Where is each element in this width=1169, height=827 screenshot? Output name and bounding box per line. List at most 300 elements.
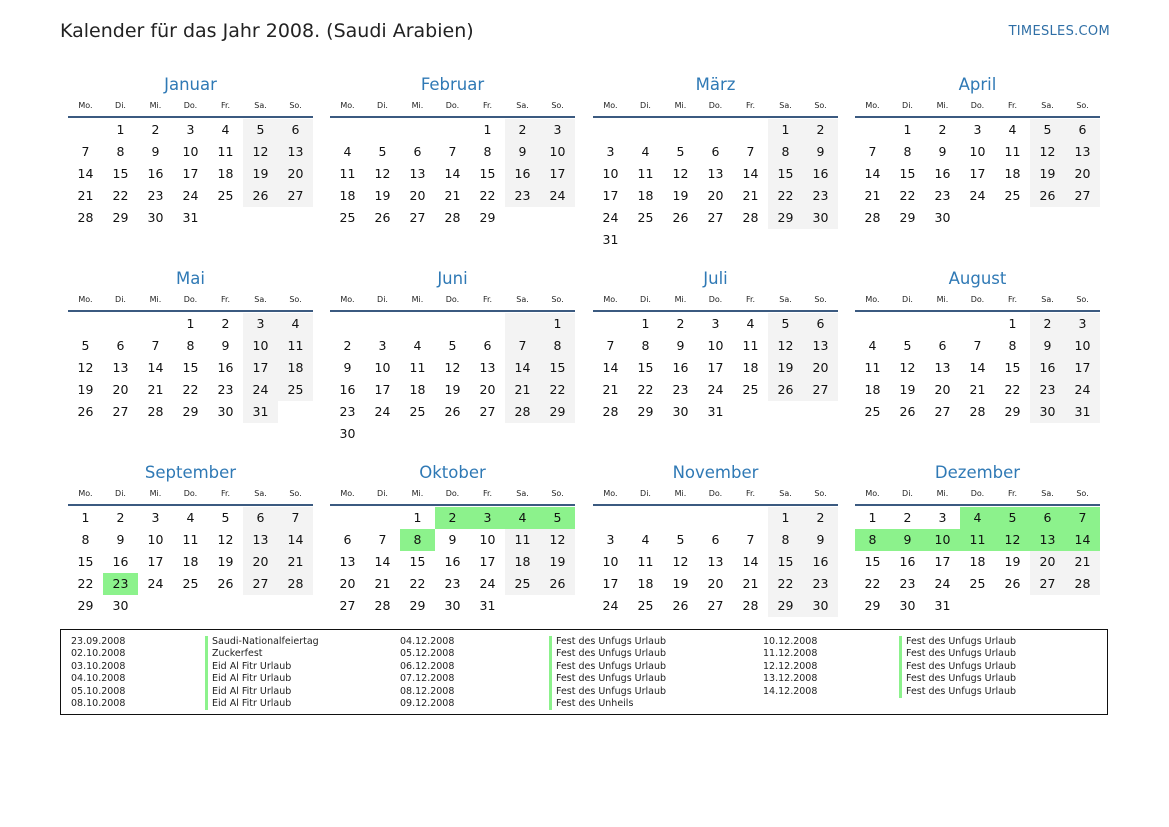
day-cell[interactable]: 13 bbox=[707, 166, 724, 181]
day-cell[interactable]: 31 bbox=[934, 598, 951, 613]
day-cell[interactable]: 12 bbox=[672, 554, 689, 569]
day-cell[interactable]: 29 bbox=[864, 598, 881, 613]
day-cell[interactable]: 14 bbox=[505, 357, 540, 379]
day-cell[interactable]: 21 bbox=[969, 382, 986, 397]
day-cell[interactable]: 3 bbox=[606, 144, 615, 159]
day-cell[interactable]: 19 bbox=[217, 554, 234, 569]
day-cell[interactable]: 22 bbox=[899, 188, 916, 203]
day-cell[interactable]: 25 bbox=[182, 576, 199, 591]
day-cell[interactable]: 10 bbox=[602, 166, 619, 181]
day-cell[interactable]: 15 bbox=[1004, 360, 1021, 375]
day-cell[interactable]: 21 bbox=[505, 379, 540, 401]
day-cell[interactable]: 17 bbox=[1065, 357, 1100, 379]
day-cell[interactable]: 29 bbox=[409, 598, 426, 613]
day-cell[interactable]: 27 bbox=[112, 404, 129, 419]
day-cell[interactable]: 18 bbox=[217, 166, 234, 181]
day-cell[interactable]: 21 bbox=[77, 188, 94, 203]
day-cell[interactable]: 26 bbox=[768, 379, 803, 401]
day-cell[interactable]: 22 bbox=[540, 379, 575, 401]
day-cell[interactable]: 9 bbox=[890, 529, 925, 551]
day-cell[interactable]: 17 bbox=[147, 554, 164, 569]
day-cell[interactable]: 10 bbox=[707, 338, 724, 353]
day-cell[interactable]: 5 bbox=[81, 338, 90, 353]
day-cell[interactable]: 29 bbox=[1004, 404, 1021, 419]
day-cell[interactable]: 2 bbox=[221, 316, 230, 331]
day-cell[interactable]: 31 bbox=[602, 232, 619, 247]
day-cell[interactable]: 15 bbox=[768, 551, 803, 573]
day-cell[interactable]: 5 bbox=[221, 510, 230, 525]
day-cell[interactable]: 29 bbox=[77, 598, 94, 613]
day-cell[interactable]: 27 bbox=[1030, 573, 1065, 595]
day-cell[interactable]: 4 bbox=[641, 532, 650, 547]
day-cell[interactable]: 20 bbox=[707, 188, 724, 203]
day-cell[interactable]: 27 bbox=[934, 404, 951, 419]
day-cell[interactable]: 4 bbox=[960, 507, 995, 529]
day-cell[interactable]: 4 bbox=[343, 144, 352, 159]
day-cell[interactable]: 27 bbox=[479, 404, 496, 419]
day-cell[interactable]: 20 bbox=[278, 163, 313, 185]
day-cell[interactable]: 16 bbox=[339, 382, 356, 397]
day-cell[interactable]: 7 bbox=[973, 338, 982, 353]
day-cell[interactable]: 24 bbox=[934, 576, 951, 591]
day-cell[interactable]: 23 bbox=[1030, 379, 1065, 401]
day-cell[interactable]: 14 bbox=[742, 554, 759, 569]
day-cell[interactable]: 25 bbox=[637, 598, 654, 613]
day-cell[interactable]: 14 bbox=[147, 360, 164, 375]
day-cell[interactable]: 28 bbox=[77, 210, 94, 225]
day-cell[interactable]: 1 bbox=[540, 313, 575, 335]
day-cell[interactable]: 24 bbox=[969, 188, 986, 203]
day-cell[interactable]: 14 bbox=[77, 166, 94, 181]
day-cell[interactable]: 26 bbox=[899, 404, 916, 419]
day-cell[interactable]: 13 bbox=[707, 554, 724, 569]
day-cell[interactable]: 6 bbox=[243, 507, 278, 529]
day-cell[interactable]: 3 bbox=[151, 510, 160, 525]
day-cell[interactable]: 19 bbox=[540, 551, 575, 573]
day-cell[interactable]: 15 bbox=[864, 554, 881, 569]
day-cell[interactable]: 22 bbox=[864, 576, 881, 591]
day-cell[interactable]: 21 bbox=[444, 188, 461, 203]
day-cell[interactable]: 21 bbox=[864, 188, 881, 203]
day-cell[interactable]: 26 bbox=[1004, 576, 1021, 591]
day-cell[interactable]: 3 bbox=[540, 119, 575, 141]
day-cell[interactable]: 16 bbox=[934, 166, 951, 181]
day-cell[interactable]: 21 bbox=[278, 551, 313, 573]
day-cell[interactable]: 11 bbox=[339, 166, 356, 181]
day-cell[interactable]: 19 bbox=[768, 357, 803, 379]
day-cell[interactable]: 8 bbox=[116, 144, 125, 159]
day-cell[interactable]: 1 bbox=[186, 316, 195, 331]
day-cell[interactable]: 1 bbox=[1008, 316, 1017, 331]
day-cell[interactable]: 5 bbox=[676, 532, 685, 547]
day-cell[interactable]: 14 bbox=[864, 166, 881, 181]
day-cell[interactable]: 12 bbox=[672, 166, 689, 181]
day-cell[interactable]: 5 bbox=[768, 313, 803, 335]
day-cell[interactable]: 1 bbox=[868, 510, 877, 525]
day-cell[interactable]: 3 bbox=[711, 316, 720, 331]
day-cell[interactable]: 6 bbox=[278, 119, 313, 141]
day-cell[interactable]: 11 bbox=[278, 335, 313, 357]
day-cell[interactable]: 12 bbox=[768, 335, 803, 357]
day-cell[interactable]: 9 bbox=[803, 529, 838, 551]
day-cell[interactable]: 30 bbox=[672, 404, 689, 419]
day-cell[interactable]: 30 bbox=[147, 210, 164, 225]
day-cell[interactable]: 28 bbox=[147, 404, 164, 419]
day-cell[interactable]: 22 bbox=[768, 573, 803, 595]
day-cell[interactable]: 2 bbox=[903, 510, 912, 525]
day-cell[interactable]: 18 bbox=[742, 360, 759, 375]
day-cell[interactable]: 29 bbox=[899, 210, 916, 225]
day-cell[interactable]: 31 bbox=[182, 210, 199, 225]
day-cell[interactable]: 9 bbox=[343, 360, 352, 375]
day-cell[interactable]: 30 bbox=[444, 598, 461, 613]
day-cell[interactable]: 6 bbox=[413, 144, 422, 159]
day-cell[interactable]: 15 bbox=[409, 554, 426, 569]
day-cell[interactable]: 2 bbox=[343, 338, 352, 353]
day-cell[interactable]: 17 bbox=[479, 554, 496, 569]
day-cell[interactable]: 22 bbox=[182, 382, 199, 397]
day-cell[interactable]: 27 bbox=[707, 210, 724, 225]
day-cell[interactable]: 12 bbox=[243, 141, 278, 163]
day-cell[interactable]: 30 bbox=[1030, 401, 1065, 423]
day-cell[interactable]: 19 bbox=[1004, 554, 1021, 569]
day-cell[interactable]: 7 bbox=[81, 144, 90, 159]
day-cell[interactable]: 25 bbox=[278, 379, 313, 401]
day-cell[interactable]: 22 bbox=[637, 382, 654, 397]
day-cell[interactable]: 16 bbox=[147, 166, 164, 181]
day-cell[interactable]: 10 bbox=[969, 144, 986, 159]
day-cell[interactable]: 17 bbox=[374, 382, 391, 397]
day-cell[interactable]: 7 bbox=[746, 144, 755, 159]
day-cell[interactable]: 1 bbox=[641, 316, 650, 331]
day-cell[interactable]: 2 bbox=[1030, 313, 1065, 335]
day-cell[interactable]: 2 bbox=[938, 122, 947, 137]
day-cell[interactable]: 8 bbox=[186, 338, 195, 353]
day-cell[interactable]: 6 bbox=[1030, 507, 1065, 529]
day-cell[interactable]: 9 bbox=[1030, 335, 1065, 357]
day-cell[interactable]: 12 bbox=[217, 532, 234, 547]
day-cell[interactable]: 11 bbox=[1004, 144, 1021, 159]
day-cell[interactable]: 20 bbox=[479, 382, 496, 397]
day-cell[interactable]: 25 bbox=[409, 404, 426, 419]
day-cell[interactable]: 31 bbox=[243, 401, 278, 423]
day-cell[interactable]: 23 bbox=[103, 573, 138, 595]
day-cell[interactable]: 28 bbox=[444, 210, 461, 225]
day-cell[interactable]: 28 bbox=[864, 210, 881, 225]
day-cell[interactable]: 21 bbox=[602, 382, 619, 397]
day-cell[interactable]: 19 bbox=[672, 188, 689, 203]
day-cell[interactable]: 21 bbox=[1065, 551, 1100, 573]
day-cell[interactable]: 2 bbox=[803, 119, 838, 141]
day-cell[interactable]: 3 bbox=[186, 122, 195, 137]
day-cell[interactable]: 25 bbox=[864, 404, 881, 419]
day-cell[interactable]: 6 bbox=[711, 144, 720, 159]
day-cell[interactable]: 18 bbox=[969, 554, 986, 569]
day-cell[interactable]: 2 bbox=[505, 119, 540, 141]
day-cell[interactable]: 18 bbox=[409, 382, 426, 397]
site-link[interactable]: TIMESLES.COM bbox=[1008, 24, 1110, 39]
day-cell[interactable]: 6 bbox=[343, 532, 352, 547]
day-cell[interactable]: 31 bbox=[1065, 401, 1100, 423]
day-cell[interactable]: 8 bbox=[540, 335, 575, 357]
day-cell[interactable]: 21 bbox=[147, 382, 164, 397]
day-cell[interactable]: 13 bbox=[934, 360, 951, 375]
day-cell[interactable]: 26 bbox=[672, 210, 689, 225]
day-cell[interactable]: 19 bbox=[1030, 163, 1065, 185]
day-cell[interactable]: 23 bbox=[899, 576, 916, 591]
day-cell[interactable]: 28 bbox=[742, 210, 759, 225]
day-cell[interactable]: 12 bbox=[77, 360, 94, 375]
day-cell[interactable]: 30 bbox=[339, 426, 356, 441]
day-cell[interactable]: 12 bbox=[899, 360, 916, 375]
day-cell[interactable]: 29 bbox=[768, 207, 803, 229]
day-cell[interactable]: 21 bbox=[374, 576, 391, 591]
day-cell[interactable]: 5 bbox=[676, 144, 685, 159]
day-cell[interactable]: 4 bbox=[1008, 122, 1017, 137]
day-cell[interactable]: 1 bbox=[81, 510, 90, 525]
day-cell[interactable]: 30 bbox=[934, 210, 951, 225]
day-cell[interactable]: 3 bbox=[973, 122, 982, 137]
day-cell[interactable]: 16 bbox=[803, 551, 838, 573]
day-cell[interactable]: 15 bbox=[768, 163, 803, 185]
day-cell[interactable]: 25 bbox=[969, 576, 986, 591]
day-cell[interactable]: 3 bbox=[378, 338, 387, 353]
day-cell[interactable]: 22 bbox=[1004, 382, 1021, 397]
day-cell[interactable]: 8 bbox=[903, 144, 912, 159]
day-cell[interactable]: 19 bbox=[672, 576, 689, 591]
day-cell[interactable]: 2 bbox=[116, 510, 125, 525]
day-cell[interactable]: 28 bbox=[505, 401, 540, 423]
day-cell[interactable]: 25 bbox=[339, 210, 356, 225]
day-cell[interactable]: 19 bbox=[243, 163, 278, 185]
day-cell[interactable]: 1 bbox=[116, 122, 125, 137]
day-cell[interactable]: 7 bbox=[1065, 507, 1100, 529]
day-cell[interactable]: 29 bbox=[768, 595, 803, 617]
day-cell[interactable]: 29 bbox=[112, 210, 129, 225]
day-cell[interactable]: 26 bbox=[243, 185, 278, 207]
day-cell[interactable]: 23 bbox=[934, 188, 951, 203]
day-cell[interactable]: 12 bbox=[444, 360, 461, 375]
day-cell[interactable]: 16 bbox=[899, 554, 916, 569]
day-cell[interactable]: 6 bbox=[711, 532, 720, 547]
day-cell[interactable]: 18 bbox=[637, 188, 654, 203]
day-cell[interactable]: 23 bbox=[339, 404, 356, 419]
day-cell[interactable]: 16 bbox=[803, 163, 838, 185]
day-cell[interactable]: 28 bbox=[374, 598, 391, 613]
day-cell[interactable]: 18 bbox=[1004, 166, 1021, 181]
day-cell[interactable]: 20 bbox=[1065, 163, 1100, 185]
day-cell[interactable]: 20 bbox=[707, 576, 724, 591]
day-cell[interactable]: 25 bbox=[742, 382, 759, 397]
day-cell[interactable]: 25 bbox=[1004, 188, 1021, 203]
day-cell[interactable]: 29 bbox=[479, 210, 496, 225]
day-cell[interactable]: 23 bbox=[147, 188, 164, 203]
day-cell[interactable]: 2 bbox=[803, 507, 838, 529]
day-cell[interactable]: 24 bbox=[479, 576, 496, 591]
day-cell[interactable]: 27 bbox=[278, 185, 313, 207]
day-cell[interactable]: 22 bbox=[77, 576, 94, 591]
day-cell[interactable]: 26 bbox=[1030, 185, 1065, 207]
day-cell[interactable]: 7 bbox=[151, 338, 160, 353]
day-cell[interactable]: 24 bbox=[147, 576, 164, 591]
day-cell[interactable]: 15 bbox=[899, 166, 916, 181]
day-cell[interactable]: 5 bbox=[448, 338, 457, 353]
day-cell[interactable]: 23 bbox=[505, 185, 540, 207]
day-cell[interactable]: 8 bbox=[641, 338, 650, 353]
day-cell[interactable]: 8 bbox=[855, 529, 890, 551]
day-cell[interactable]: 17 bbox=[182, 166, 199, 181]
day-cell[interactable]: 13 bbox=[803, 335, 838, 357]
day-cell[interactable]: 7 bbox=[746, 532, 755, 547]
day-cell[interactable]: 1 bbox=[768, 507, 803, 529]
day-cell[interactable]: 27 bbox=[1065, 185, 1100, 207]
day-cell[interactable]: 24 bbox=[602, 210, 619, 225]
day-cell[interactable]: 21 bbox=[742, 188, 759, 203]
day-cell[interactable]: 7 bbox=[378, 532, 387, 547]
day-cell[interactable]: 10 bbox=[147, 532, 164, 547]
day-cell[interactable]: 27 bbox=[803, 379, 838, 401]
day-cell[interactable]: 8 bbox=[768, 141, 803, 163]
day-cell[interactable]: 9 bbox=[221, 338, 230, 353]
day-cell[interactable]: 15 bbox=[77, 554, 94, 569]
day-cell[interactable]: 15 bbox=[637, 360, 654, 375]
day-cell[interactable]: 10 bbox=[243, 335, 278, 357]
day-cell[interactable]: 23 bbox=[672, 382, 689, 397]
day-cell[interactable]: 11 bbox=[409, 360, 426, 375]
day-cell[interactable]: 18 bbox=[278, 357, 313, 379]
day-cell[interactable]: 13 bbox=[339, 554, 356, 569]
day-cell[interactable]: 23 bbox=[217, 382, 234, 397]
day-cell[interactable]: 25 bbox=[637, 210, 654, 225]
day-cell[interactable]: 14 bbox=[742, 166, 759, 181]
day-cell[interactable]: 6 bbox=[803, 313, 838, 335]
day-cell[interactable]: 24 bbox=[602, 598, 619, 613]
day-cell[interactable]: 12 bbox=[374, 166, 391, 181]
day-cell[interactable]: 16 bbox=[1030, 357, 1065, 379]
day-cell[interactable]: 11 bbox=[505, 529, 540, 551]
day-cell[interactable]: 11 bbox=[217, 144, 234, 159]
day-cell[interactable]: 20 bbox=[409, 188, 426, 203]
day-cell[interactable]: 17 bbox=[243, 357, 278, 379]
day-cell[interactable]: 9 bbox=[448, 532, 457, 547]
day-cell[interactable]: 16 bbox=[444, 554, 461, 569]
day-cell[interactable]: 7 bbox=[448, 144, 457, 159]
day-cell[interactable]: 28 bbox=[602, 404, 619, 419]
day-cell[interactable]: 2 bbox=[435, 507, 470, 529]
day-cell[interactable]: 30 bbox=[217, 404, 234, 419]
day-cell[interactable]: 10 bbox=[540, 141, 575, 163]
day-cell[interactable]: 15 bbox=[182, 360, 199, 375]
day-cell[interactable]: 10 bbox=[374, 360, 391, 375]
day-cell[interactable]: 6 bbox=[938, 338, 947, 353]
day-cell[interactable]: 17 bbox=[602, 188, 619, 203]
day-cell[interactable]: 26 bbox=[444, 404, 461, 419]
day-cell[interactable]: 3 bbox=[243, 313, 278, 335]
day-cell[interactable]: 24 bbox=[707, 382, 724, 397]
day-cell[interactable]: 8 bbox=[81, 532, 90, 547]
day-cell[interactable]: 11 bbox=[960, 529, 995, 551]
day-cell[interactable]: 20 bbox=[339, 576, 356, 591]
day-cell[interactable]: 19 bbox=[899, 382, 916, 397]
day-cell[interactable]: 18 bbox=[864, 382, 881, 397]
day-cell[interactable]: 15 bbox=[112, 166, 129, 181]
day-cell[interactable]: 4 bbox=[221, 122, 230, 137]
day-cell[interactable]: 4 bbox=[186, 510, 195, 525]
day-cell[interactable]: 24 bbox=[1065, 379, 1100, 401]
day-cell[interactable]: 1 bbox=[413, 510, 422, 525]
day-cell[interactable]: 13 bbox=[1030, 529, 1065, 551]
day-cell[interactable]: 9 bbox=[151, 144, 160, 159]
day-cell[interactable]: 5 bbox=[1030, 119, 1065, 141]
day-cell[interactable]: 14 bbox=[1065, 529, 1100, 551]
day-cell[interactable]: 18 bbox=[505, 551, 540, 573]
day-cell[interactable]: 30 bbox=[803, 207, 838, 229]
day-cell[interactable]: 13 bbox=[409, 166, 426, 181]
day-cell[interactable]: 16 bbox=[112, 554, 129, 569]
day-cell[interactable]: 20 bbox=[934, 382, 951, 397]
day-cell[interactable]: 8 bbox=[1008, 338, 1017, 353]
day-cell[interactable]: 10 bbox=[925, 529, 960, 551]
day-cell[interactable]: 12 bbox=[995, 529, 1030, 551]
day-cell[interactable]: 3 bbox=[470, 507, 505, 529]
day-cell[interactable]: 4 bbox=[278, 313, 313, 335]
day-cell[interactable]: 26 bbox=[672, 598, 689, 613]
day-cell[interactable]: 22 bbox=[479, 188, 496, 203]
day-cell[interactable]: 10 bbox=[1065, 335, 1100, 357]
day-cell[interactable]: 11 bbox=[864, 360, 881, 375]
day-cell[interactable]: 4 bbox=[641, 144, 650, 159]
day-cell[interactable]: 7 bbox=[868, 144, 877, 159]
day-cell[interactable]: 21 bbox=[742, 576, 759, 591]
day-cell[interactable]: 20 bbox=[112, 382, 129, 397]
day-cell[interactable]: 7 bbox=[606, 338, 615, 353]
day-cell[interactable]: 26 bbox=[77, 404, 94, 419]
day-cell[interactable]: 13 bbox=[1065, 141, 1100, 163]
day-cell[interactable]: 20 bbox=[803, 357, 838, 379]
day-cell[interactable]: 12 bbox=[540, 529, 575, 551]
day-cell[interactable]: 16 bbox=[217, 360, 234, 375]
day-cell[interactable]: 28 bbox=[278, 573, 313, 595]
day-cell[interactable]: 16 bbox=[672, 360, 689, 375]
day-cell[interactable]: 26 bbox=[540, 573, 575, 595]
day-cell[interactable]: 15 bbox=[479, 166, 496, 181]
day-cell[interactable]: 4 bbox=[505, 507, 540, 529]
day-cell[interactable]: 17 bbox=[707, 360, 724, 375]
day-cell[interactable]: 1 bbox=[768, 119, 803, 141]
day-cell[interactable]: 11 bbox=[637, 554, 654, 569]
day-cell[interactable]: 24 bbox=[182, 188, 199, 203]
day-cell[interactable]: 27 bbox=[707, 598, 724, 613]
day-cell[interactable]: 4 bbox=[413, 338, 422, 353]
day-cell[interactable]: 23 bbox=[444, 576, 461, 591]
day-cell[interactable]: 28 bbox=[1065, 573, 1100, 595]
day-cell[interactable]: 2 bbox=[676, 316, 685, 331]
day-cell[interactable]: 7 bbox=[278, 507, 313, 529]
day-cell[interactable]: 10 bbox=[479, 532, 496, 547]
day-cell[interactable]: 3 bbox=[938, 510, 947, 525]
day-cell[interactable]: 1 bbox=[903, 122, 912, 137]
day-cell[interactable]: 2 bbox=[151, 122, 160, 137]
day-cell[interactable]: 5 bbox=[378, 144, 387, 159]
day-cell[interactable]: 4 bbox=[868, 338, 877, 353]
day-cell[interactable]: 29 bbox=[637, 404, 654, 419]
day-cell[interactable]: 5 bbox=[995, 507, 1030, 529]
day-cell[interactable]: 9 bbox=[676, 338, 685, 353]
day-cell[interactable]: 11 bbox=[742, 338, 759, 353]
day-cell[interactable]: 11 bbox=[182, 532, 199, 547]
day-cell[interactable]: 18 bbox=[637, 576, 654, 591]
day-cell[interactable]: 31 bbox=[479, 598, 496, 613]
